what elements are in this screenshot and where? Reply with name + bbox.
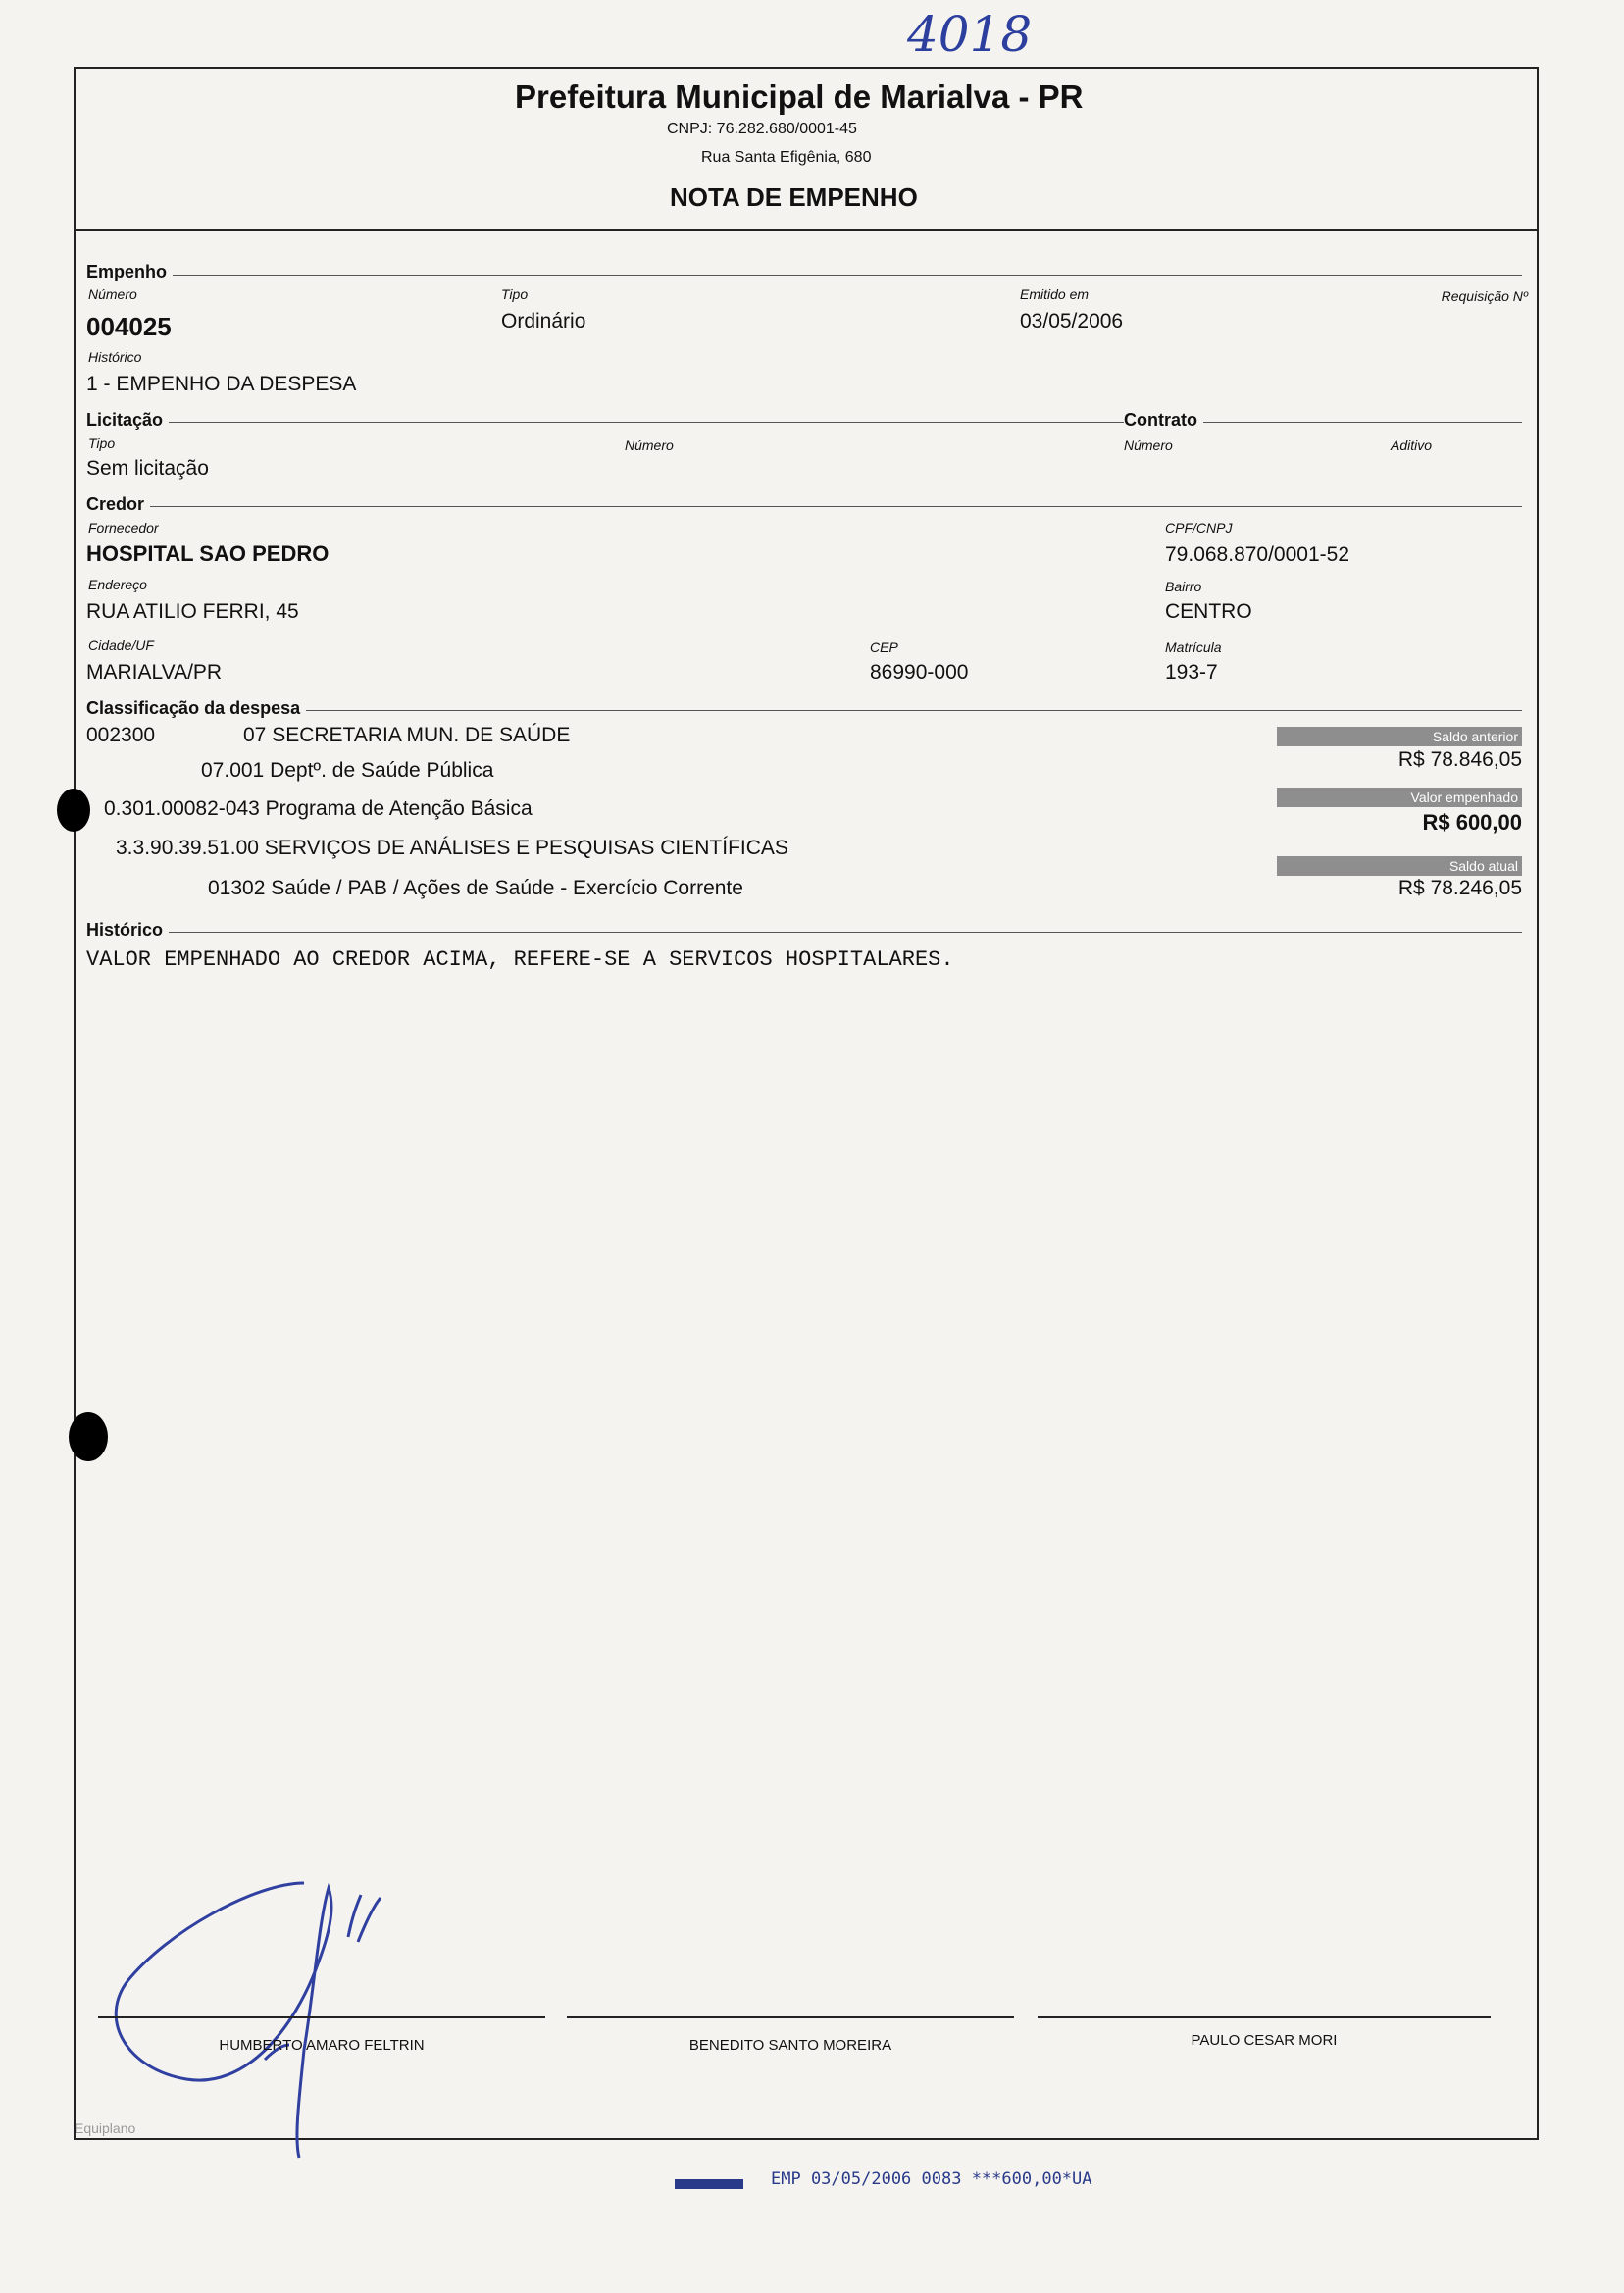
empenho-numero: 004025: [86, 312, 172, 341]
empenho-tipo-label: Tipo: [501, 286, 529, 302]
handwritten-number: 4018: [907, 6, 1033, 63]
header-separator: [74, 229, 1537, 231]
signatory-1: HUMBERTO AMARO FELTRIN: [219, 2037, 425, 2054]
contrato-numero-label: Número: [1124, 437, 1173, 453]
classificacao-line1-text: 07 SECRETARIA MUN. DE SAÚDE: [243, 724, 571, 746]
credor-cep: 86990-000: [870, 661, 969, 684]
saldo-anterior-value: R$ 78.846,05: [1397, 748, 1522, 771]
credor-cidade: MARIALVA/PR: [86, 661, 223, 684]
document-title: NOTA DE EMPENHO: [670, 182, 918, 212]
credor-endereco: RUA ATILIO FERRI, 45: [86, 600, 299, 623]
classificacao-line4: 3.3.90.39.51.00 SERVIÇOS DE ANÁLISES E PESQUISAS CIENTÍFICAS: [116, 837, 788, 859]
valor-empenhado-value: R$ 600,00: [1422, 810, 1522, 835]
credor-cnpj: 79.068.870/0001-52: [1165, 543, 1350, 566]
signature-line-2: [567, 2016, 1014, 2018]
empenho-historico: 1 - EMPENHO DA DESPESA: [86, 373, 357, 395]
licitacao-numero-label: Número: [625, 437, 674, 453]
signatory-3: PAULO CESAR MORI: [1191, 2032, 1338, 2049]
credor-cnpj-label: CPF/CNPJ: [1165, 520, 1233, 535]
empenho-section-label: Empenho: [86, 262, 173, 282]
credor-bairro-label: Bairro: [1165, 579, 1202, 594]
credor-cep-label: CEP: [870, 639, 898, 655]
saldo-atual-value: R$ 78.246,05: [1397, 877, 1522, 899]
credor-matricula: 193-7: [1165, 661, 1218, 684]
saldo-anterior-label: Saldo anterior: [1277, 727, 1522, 746]
classificacao-section-label: Classificação da despesa: [86, 698, 306, 719]
empenho-emitido-label: Emitido em: [1020, 286, 1090, 302]
handwritten-signature: [108, 1844, 441, 2167]
empenho-emitido: 03/05/2006: [1020, 310, 1124, 332]
signature-line-1: [98, 2016, 545, 2018]
empenho-requisicao-label: Requisição Nº: [1441, 288, 1528, 304]
empenho-numero-label: Número: [88, 286, 137, 302]
empenho-historico-label: Histórico: [88, 349, 142, 365]
header-address: Rua Santa Efigênia, 680: [701, 149, 872, 166]
credor-fornecedor-label: Fornecedor: [88, 520, 159, 535]
contrato-section-label: Contrato: [1124, 410, 1203, 431]
contrato-aditivo-label: Aditivo: [1391, 437, 1433, 453]
valor-empenhado-label: Valor empenhado: [1277, 788, 1522, 807]
empenho-tipo: Ordinário: [501, 310, 586, 332]
historico-rule: [86, 932, 1522, 933]
credor-section-label: Credor: [86, 494, 150, 515]
punch-hole-mark: [57, 789, 90, 832]
signature-line-3: [1038, 2016, 1491, 2018]
saldo-atual-label: Saldo atual: [1277, 856, 1522, 876]
licitacao-tipo-label: Tipo: [88, 435, 116, 451]
licitacao-section-label: Licitação: [86, 410, 169, 431]
classificacao-line3: 0.301.00082-043 Programa de Atenção Básica: [104, 797, 533, 820]
historico-text: VALOR EMPENHADO AO CREDOR ACIMA, REFERE-SE A SERVICOS HOSPITALARES.: [86, 947, 954, 972]
historico-section-label: Histórico: [86, 920, 169, 941]
processing-stamp-mark: [675, 2179, 743, 2189]
punch-hole-mark: [69, 1412, 108, 1461]
empenho-rule: [86, 275, 1522, 276]
credor-bairro: CENTRO: [1165, 600, 1252, 623]
credor-fornecedor: HOSPITAL SAO PEDRO: [86, 541, 330, 566]
licitacao-tipo: Sem licitação: [86, 457, 209, 480]
credor-rule: [86, 506, 1522, 507]
classificacao-line5: 01302 Saúde / PAB / Ações de Saúde - Exercício Corrente: [208, 877, 743, 899]
licitacao-rule: [86, 422, 1126, 423]
processing-stamp: EMP 03/05/2006 0083 ***600,00*UA: [771, 2169, 1092, 2189]
signatory-2: BENEDITO SANTO MOREIRA: [688, 2037, 892, 2054]
header-cnpj: CNPJ: 76.282.680/0001-45: [667, 121, 857, 137]
classificacao-line2: 07.001 Deptº. de Saúde Pública: [201, 759, 494, 782]
footer-brand: Equiplano: [75, 2120, 136, 2136]
classificacao-line1-code: 002300: [86, 724, 156, 746]
page-title: Prefeitura Municipal de Marialva - PR: [515, 78, 1084, 115]
credor-matricula-label: Matrícula: [1165, 639, 1222, 655]
credor-endereco-label: Endereço: [88, 577, 147, 592]
credor-cidade-label: Cidade/UF: [88, 637, 154, 653]
